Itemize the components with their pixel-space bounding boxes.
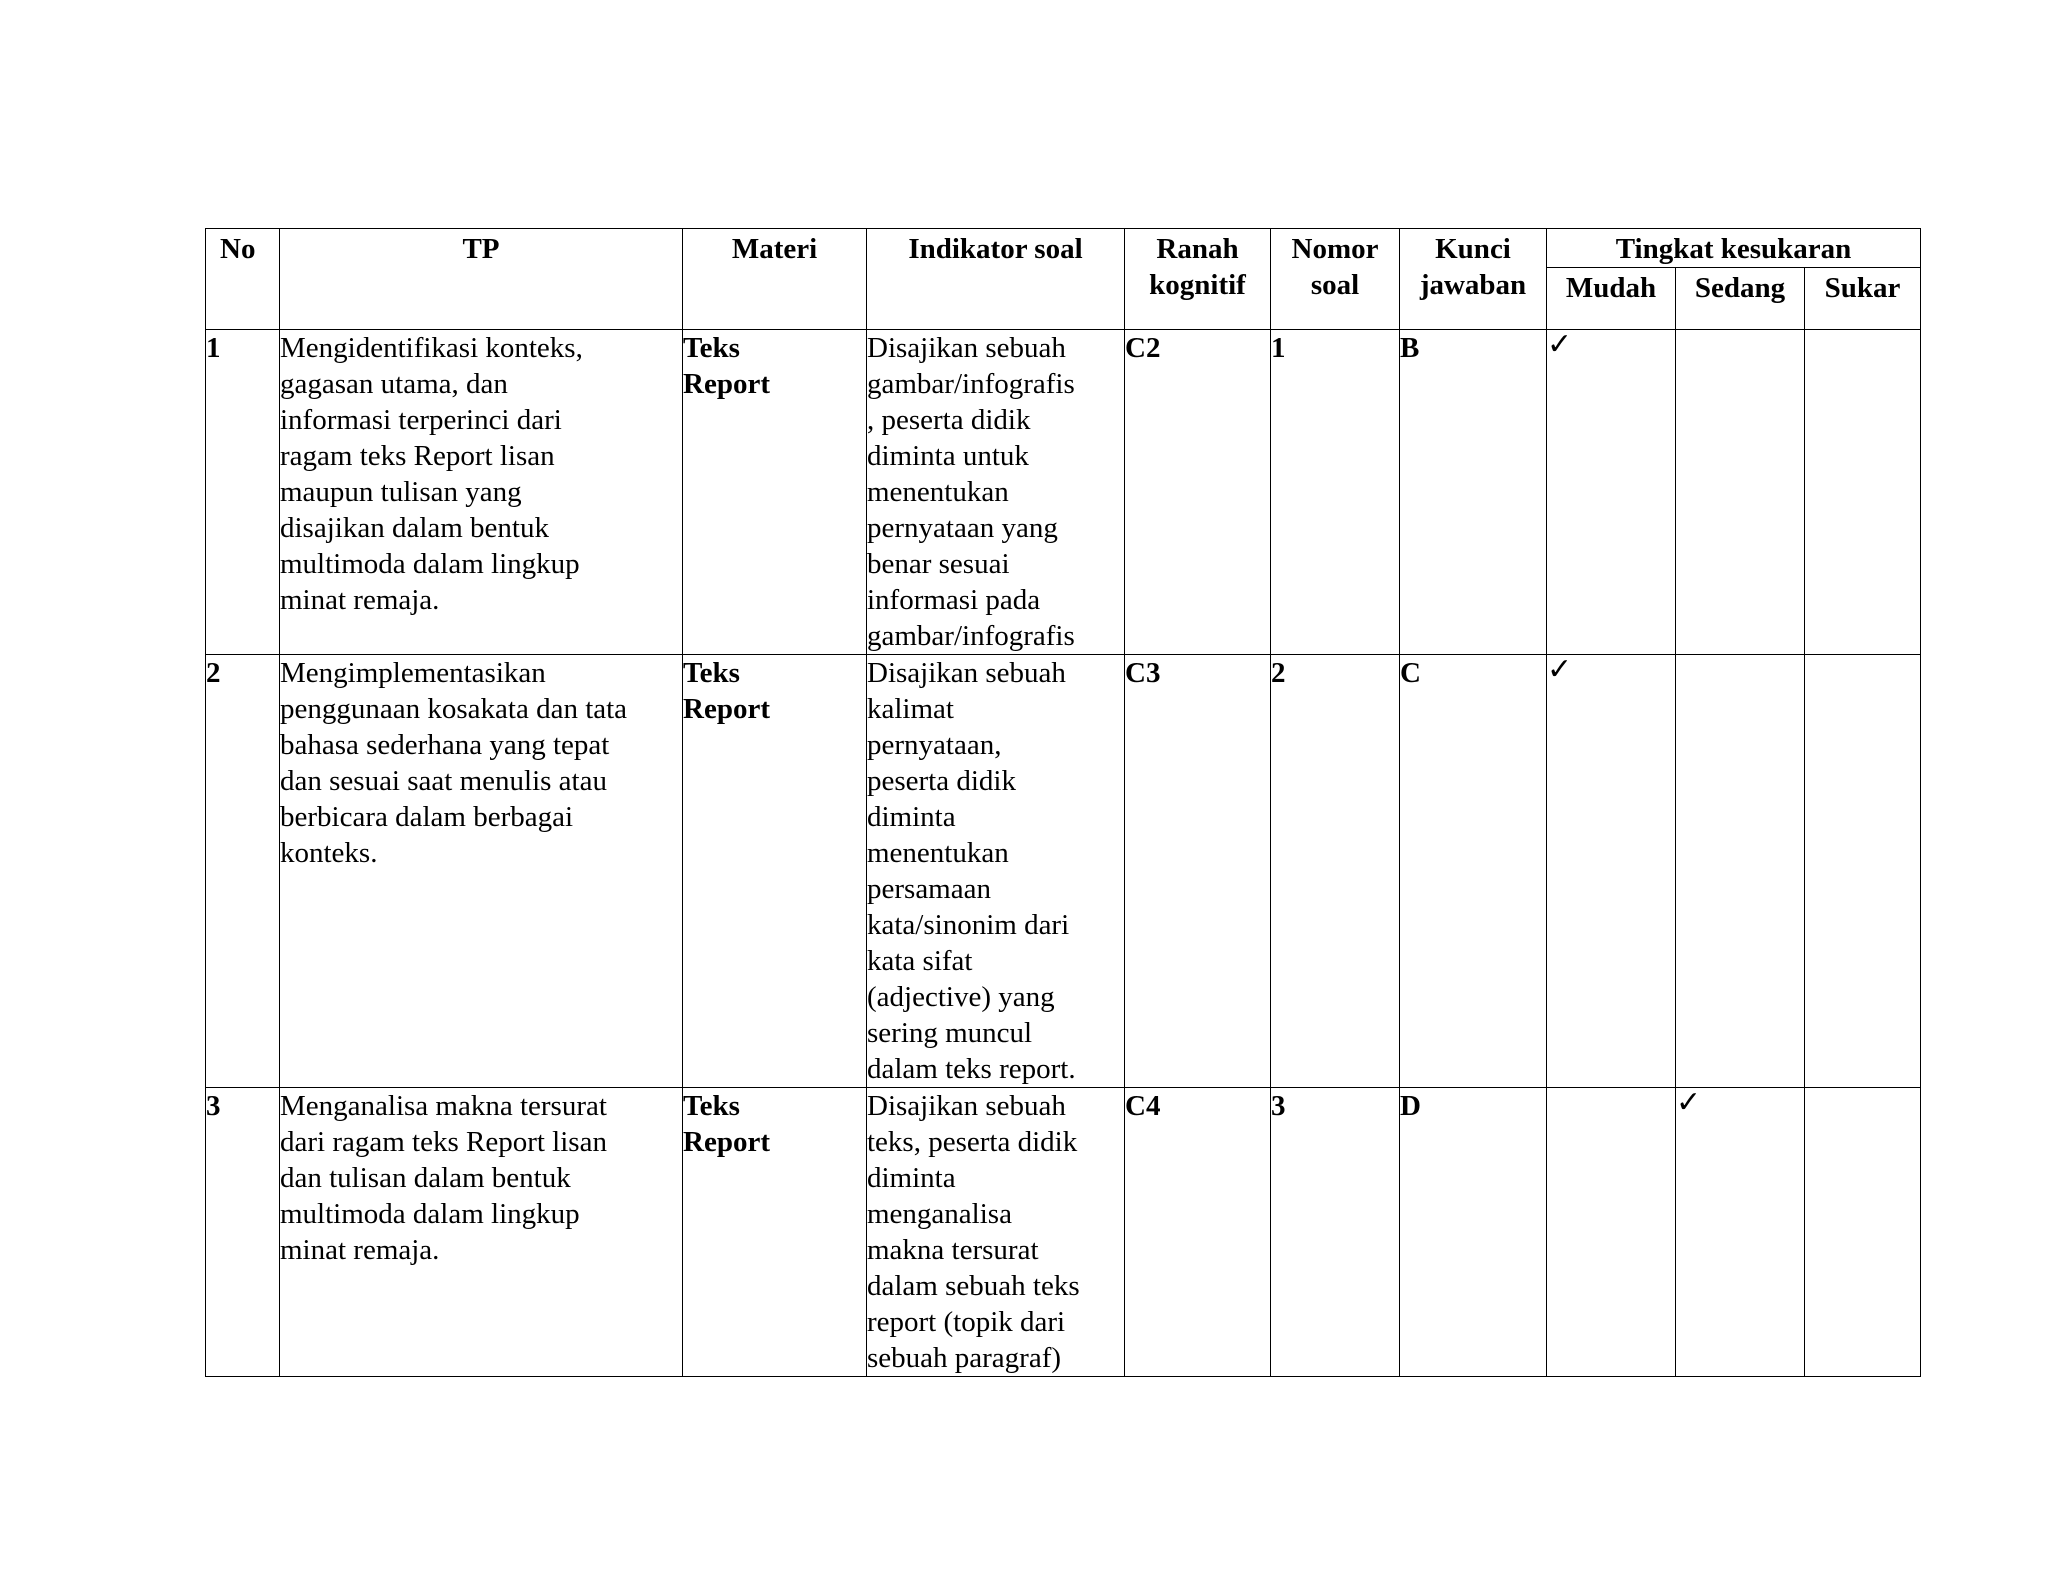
materi-line: Teks	[683, 657, 740, 689]
row-indikator	[867, 1088, 1125, 1377]
row-sukar-cell	[1805, 1088, 1921, 1377]
row-materi	[683, 330, 867, 655]
row-tp	[280, 1088, 683, 1377]
tp-line: minat remaja.	[280, 584, 440, 616]
row-kunci: C	[1400, 655, 1547, 1088]
header-nomor	[1271, 229, 1400, 330]
materi-line: Report	[683, 1126, 770, 1158]
row-mudah-cell	[1547, 1088, 1676, 1377]
header-row-top	[206, 229, 1921, 268]
materi-line: Report	[683, 693, 770, 725]
table-row	[206, 1088, 1921, 1377]
indikator-line: sebuah paragraf)	[867, 1342, 1062, 1374]
header-indikator	[867, 229, 1125, 330]
header-sedang	[1676, 268, 1805, 330]
header-mudah-label: Mudah	[1565, 272, 1657, 304]
indikator-line: menentukan	[867, 476, 1009, 508]
row-sedang-cell	[1676, 655, 1805, 1088]
table-row	[206, 655, 1921, 1088]
row-indikator	[867, 330, 1125, 655]
indikator-line: sering muncul	[867, 1017, 1033, 1049]
indikator-line: diminta	[867, 801, 956, 833]
materi-line: Report	[683, 368, 770, 400]
row-nomor: 2	[1271, 655, 1400, 1088]
indikator-line: teks, peserta didik	[867, 1126, 1078, 1158]
indikator-line: menentukan	[867, 837, 1009, 869]
tp-line: minat remaja.	[280, 1234, 440, 1266]
header-nomor-line-1: Nomor	[1291, 233, 1379, 265]
indikator-line: (adjective) yang	[867, 981, 1055, 1013]
row-ranah: C3	[1125, 655, 1271, 1088]
header-ranah-line-2: kognitif	[1149, 269, 1246, 301]
indikator-line: gambar/infografis	[867, 368, 1075, 400]
indikator-line: , peserta didik	[867, 404, 1031, 436]
row-nomor: 3	[1271, 1088, 1400, 1377]
materi-line: Teks	[683, 1090, 740, 1122]
indikator-line: dalam teks report.	[867, 1053, 1076, 1085]
indikator-line: report (topik dari	[867, 1306, 1066, 1338]
table-row	[206, 330, 1921, 655]
indikator-line: kata/sinonim dari	[867, 909, 1070, 941]
indikator-line: peserta didik	[867, 765, 1016, 797]
indikator-line: diminta untuk	[867, 440, 1029, 472]
tp-line: dari ragam teks Report lisan	[280, 1126, 607, 1158]
indikator-line: Disajikan sebuah	[867, 1090, 1066, 1122]
header-materi-label: Materi	[731, 233, 818, 265]
header-tingkat-label: Tingkat kesukaran	[1615, 233, 1852, 265]
tp-line: Mengidentifikasi konteks,	[280, 332, 583, 364]
tp-line: maupun tulisan yang	[280, 476, 522, 508]
indikator-line: kata sifat	[867, 945, 973, 977]
row-sedang-check-icon: ✓	[1676, 1088, 1805, 1377]
row-materi	[683, 655, 867, 1088]
document-page	[205, 228, 1920, 1377]
header-ranah	[1125, 229, 1271, 330]
header-ranah-line-1: Ranah	[1156, 233, 1239, 265]
tp-line: Mengimplementasikan	[280, 657, 546, 689]
row-kunci: B	[1400, 330, 1547, 655]
row-tp	[280, 330, 683, 655]
tp-line: ragam teks Report lisan	[280, 440, 555, 472]
header-materi	[683, 229, 867, 330]
tp-line: informasi terperinci dari	[280, 404, 562, 436]
tp-line: Menganalisa makna tersurat	[280, 1090, 607, 1122]
indikator-line: makna tersurat	[867, 1234, 1039, 1266]
tp-line: dan sesuai saat menulis atau	[280, 765, 607, 797]
header-tp	[280, 229, 683, 330]
indikator-line: informasi pada	[867, 584, 1041, 616]
row-no: 3	[206, 1088, 280, 1377]
header-sukar	[1805, 268, 1921, 330]
row-sedang-cell	[1676, 330, 1805, 655]
header-kunci-line-2: jawaban	[1419, 269, 1527, 301]
tp-line: penggunaan kosakata dan tata	[280, 693, 628, 725]
header-kunci	[1400, 229, 1547, 330]
row-sukar-cell	[1805, 330, 1921, 655]
row-kunci: D	[1400, 1088, 1547, 1377]
header-no	[206, 229, 280, 330]
materi-line: Teks	[683, 332, 740, 364]
indikator-line: pernyataan,	[867, 729, 1002, 761]
tp-line: konteks.	[280, 837, 378, 869]
tp-line: berbicara dalam berbagai	[280, 801, 574, 833]
indikator-line: benar sesuai	[867, 548, 1010, 580]
header-tingkat-kesukaran	[1547, 229, 1921, 268]
row-materi	[683, 1088, 867, 1377]
row-tp	[280, 655, 683, 1088]
tp-line: multimoda dalam lingkup	[280, 548, 580, 580]
indikator-line: menganalisa	[867, 1198, 1012, 1230]
tp-line: multimoda dalam lingkup	[280, 1198, 580, 1230]
row-mudah-check-icon: ✓	[1547, 330, 1676, 655]
row-sukar-cell	[1805, 655, 1921, 1088]
header-nomor-line-2: soal	[1310, 269, 1360, 301]
header-no-label: No	[220, 233, 256, 265]
tp-line: bahasa sederhana yang tepat	[280, 729, 610, 761]
indikator-line: dalam sebuah teks	[867, 1270, 1080, 1302]
question-grid-table	[205, 228, 1921, 1377]
row-ranah: C4	[1125, 1088, 1271, 1377]
header-kunci-line-1: Kunci	[1435, 233, 1511, 265]
indikator-line: diminta	[867, 1162, 956, 1194]
header-tp-label: TP	[462, 233, 500, 265]
indikator-line: Disajikan sebuah	[867, 657, 1066, 689]
row-no: 1	[206, 330, 280, 655]
header-sedang-label: Sedang	[1694, 272, 1786, 304]
header-sukar-label: Sukar	[1824, 272, 1901, 304]
row-mudah-check-icon: ✓	[1547, 655, 1676, 1088]
tp-line: gagasan utama, dan	[280, 368, 508, 400]
row-indikator	[867, 655, 1125, 1088]
header-indikator-label: Indikator soal	[908, 233, 1083, 265]
indikator-line: pernyataan yang	[867, 512, 1058, 544]
indikator-line: Disajikan sebuah	[867, 332, 1066, 364]
tp-line: dan tulisan dalam bentuk	[280, 1162, 571, 1194]
row-nomor: 1	[1271, 330, 1400, 655]
indikator-line: kalimat	[867, 693, 954, 725]
row-no: 2	[206, 655, 280, 1088]
row-ranah: C2	[1125, 330, 1271, 655]
header-mudah	[1547, 268, 1676, 330]
indikator-line: persamaan	[867, 873, 991, 905]
indikator-line: gambar/infografis	[867, 620, 1075, 652]
tp-line: disajikan dalam bentuk	[280, 512, 549, 544]
